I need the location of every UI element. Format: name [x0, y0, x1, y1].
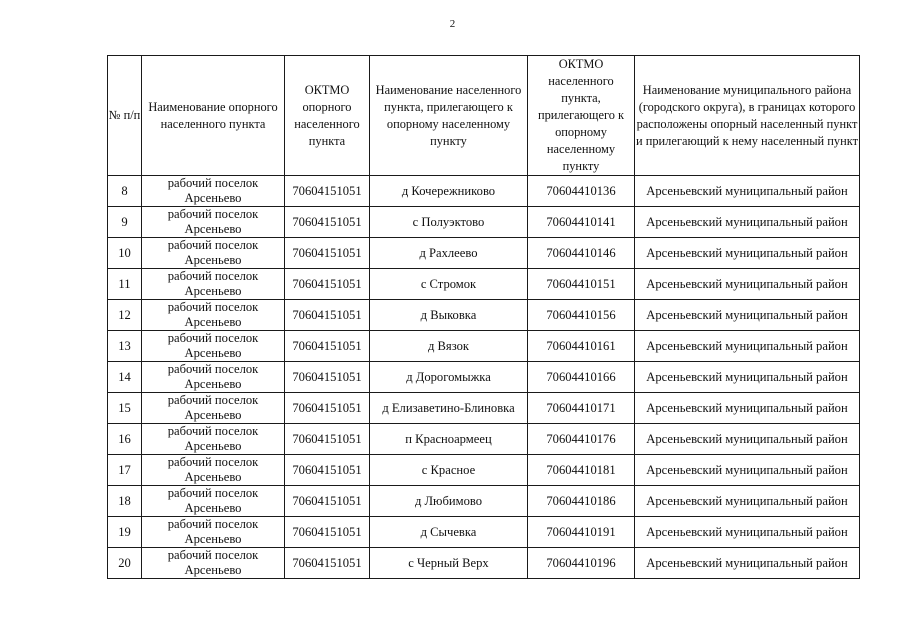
row-nearby-oktmo: 70604410146 [528, 238, 635, 269]
header-nearby-name: Наименование населенного пункта, прилегающего к опорному населенному пункту [370, 56, 528, 176]
row-nearby-name: д Сычевка [370, 517, 528, 548]
row-settlement-oktmo: 70604151051 [285, 455, 370, 486]
table-row [108, 393, 860, 424]
row-nearby-oktmo: 70604410181 [528, 455, 635, 486]
row-nearby-name: с Стромок [370, 269, 528, 300]
row-district: Арсеньевский муниципальный район [635, 548, 860, 579]
row-nearby-name: д Рахлеево [370, 238, 528, 269]
table-row [108, 362, 860, 393]
row-settlement-name [142, 362, 285, 393]
row-num: 20 [108, 548, 142, 579]
settlement-type: рабочий поселок [167, 424, 259, 438]
table-row [108, 207, 860, 238]
row-num: 10 [108, 238, 142, 269]
row-nearby-name: п Красноармеец [370, 424, 528, 455]
table-row [108, 548, 860, 579]
row-nearby-name: с Полуэктово [370, 207, 528, 238]
row-nearby-name: д Любимово [370, 486, 528, 517]
row-district: Арсеньевский муниципальный район [635, 393, 860, 424]
row-num: 12 [108, 300, 142, 331]
row-settlement-oktmo: 70604151051 [285, 424, 370, 455]
row-nearby-name: с Красное [370, 455, 528, 486]
settlement-name: Арсеньево [184, 191, 242, 205]
settlement-type: рабочий поселок [167, 331, 259, 345]
row-district: Арсеньевский муниципальный район [635, 331, 860, 362]
settlement-name: Арсеньево [184, 408, 242, 422]
row-num: 18 [108, 486, 142, 517]
row-settlement-oktmo: 70604151051 [285, 207, 370, 238]
table-row [108, 331, 860, 362]
header-district: Наименование муниципального района (городского округа), в границах которого расположены опорный населенный пункт и прилегающий к нему населенный пункт [635, 56, 860, 176]
row-district: Арсеньевский муниципальный район [635, 424, 860, 455]
row-settlement-name [142, 424, 285, 455]
row-num: 13 [108, 331, 142, 362]
settlement-name: Арсеньево [184, 222, 242, 236]
table-row [108, 300, 860, 331]
table-body [108, 176, 860, 579]
table-row [108, 424, 860, 455]
row-settlement-oktmo: 70604151051 [285, 331, 370, 362]
settlement-name: Арсеньево [184, 377, 242, 391]
table-row [108, 517, 860, 548]
settlement-name: Арсеньево [184, 470, 242, 484]
table-row [108, 238, 860, 269]
row-district: Арсеньевский муниципальный район [635, 486, 860, 517]
header-settlement-name: Наименование опорного населенного пункта [142, 56, 285, 176]
row-district: Арсеньевский муниципальный район [635, 517, 860, 548]
settlement-name: Арсеньево [184, 532, 242, 546]
settlement-type: рабочий поселок [167, 362, 259, 376]
row-num: 14 [108, 362, 142, 393]
row-nearby-oktmo: 70604410156 [528, 300, 635, 331]
table-row [108, 176, 860, 207]
row-district: Арсеньевский муниципальный район [635, 207, 860, 238]
settlement-name: Арсеньево [184, 253, 242, 267]
row-nearby-oktmo: 70604410191 [528, 517, 635, 548]
row-settlement-oktmo: 70604151051 [285, 176, 370, 207]
header-nearby-oktmo: ОКТМО населенного пункта, прилегающего к опорному населенному пункту [528, 56, 635, 176]
row-num: 11 [108, 269, 142, 300]
row-district: Арсеньевский муниципальный район [635, 362, 860, 393]
row-settlement-name [142, 238, 285, 269]
table-header [108, 56, 860, 176]
row-nearby-oktmo: 70604410166 [528, 362, 635, 393]
row-settlement-oktmo: 70604151051 [285, 393, 370, 424]
row-settlement-name [142, 331, 285, 362]
row-settlement-name [142, 455, 285, 486]
settlement-type: рабочий поселок [167, 548, 259, 562]
settlement-name: Арсеньево [184, 439, 242, 453]
row-nearby-oktmo: 70604410151 [528, 269, 635, 300]
row-settlement-oktmo: 70604151051 [285, 269, 370, 300]
settlement-type: рабочий поселок [167, 238, 259, 252]
row-settlement-name [142, 393, 285, 424]
row-nearby-name: д Вязок [370, 331, 528, 362]
settlement-type: рабочий поселок [167, 176, 259, 190]
settlement-type: рабочий поселок [167, 300, 259, 314]
table-row [108, 455, 860, 486]
row-nearby-oktmo: 70604410141 [528, 207, 635, 238]
settlement-name: Арсеньево [184, 346, 242, 360]
settlement-type: рабочий поселок [167, 455, 259, 469]
row-nearby-name: с Черный Верх [370, 548, 528, 579]
row-district: Арсеньевский муниципальный район [635, 300, 860, 331]
header-settlement-oktmo: ОКТМО опорного населенного пункта [285, 56, 370, 176]
row-nearby-oktmo: 70604410176 [528, 424, 635, 455]
row-settlement-name [142, 207, 285, 238]
row-nearby-oktmo: 70604410186 [528, 486, 635, 517]
page-number: 2 [449, 18, 456, 30]
row-district: Арсеньевский муниципальный район [635, 455, 860, 486]
settlements-table [107, 55, 860, 579]
settlement-name: Арсеньево [184, 315, 242, 329]
settlement-type: рабочий поселок [167, 207, 259, 221]
settlement-name: Арсеньево [184, 563, 242, 577]
settlement-type: рабочий поселок [167, 517, 259, 531]
row-nearby-oktmo: 70604410136 [528, 176, 635, 207]
row-settlement-name [142, 176, 285, 207]
row-settlement-oktmo: 70604151051 [285, 548, 370, 579]
row-num: 17 [108, 455, 142, 486]
row-settlement-oktmo: 70604151051 [285, 517, 370, 548]
row-district: Арсеньевский муниципальный район [635, 238, 860, 269]
row-settlement-name [142, 269, 285, 300]
settlement-name: Арсеньево [184, 284, 242, 298]
header-num: № п/п [108, 56, 142, 176]
row-nearby-oktmo: 70604410161 [528, 331, 635, 362]
settlement-type: рабочий поселок [167, 393, 259, 407]
table-row [108, 269, 860, 300]
row-num: 16 [108, 424, 142, 455]
row-settlement-oktmo: 70604151051 [285, 238, 370, 269]
table-row [108, 486, 860, 517]
row-settlement-name [142, 517, 285, 548]
settlement-name: Арсеньево [184, 501, 242, 515]
settlement-type: рабочий поселок [167, 269, 259, 283]
row-settlement-oktmo: 70604151051 [285, 300, 370, 331]
row-nearby-name: д Елизаветино-Блиновка [370, 393, 528, 424]
row-num: 19 [108, 517, 142, 548]
row-settlement-name [142, 548, 285, 579]
header-row [108, 56, 860, 176]
row-num: 8 [108, 176, 142, 207]
row-num: 9 [108, 207, 142, 238]
row-nearby-name: д Выковка [370, 300, 528, 331]
row-nearby-name: д Кочережниково [370, 176, 528, 207]
row-nearby-oktmo: 70604410171 [528, 393, 635, 424]
row-district: Арсеньевский муниципальный район [635, 176, 860, 207]
row-num: 15 [108, 393, 142, 424]
row-district: Арсеньевский муниципальный район [635, 269, 860, 300]
row-settlement-name [142, 486, 285, 517]
row-settlement-oktmo: 70604151051 [285, 362, 370, 393]
row-nearby-oktmo: 70604410196 [528, 548, 635, 579]
row-settlement-oktmo: 70604151051 [285, 486, 370, 517]
row-settlement-name [142, 300, 285, 331]
settlement-type: рабочий поселок [167, 486, 259, 500]
row-nearby-name: д Дорогомыжка [370, 362, 528, 393]
